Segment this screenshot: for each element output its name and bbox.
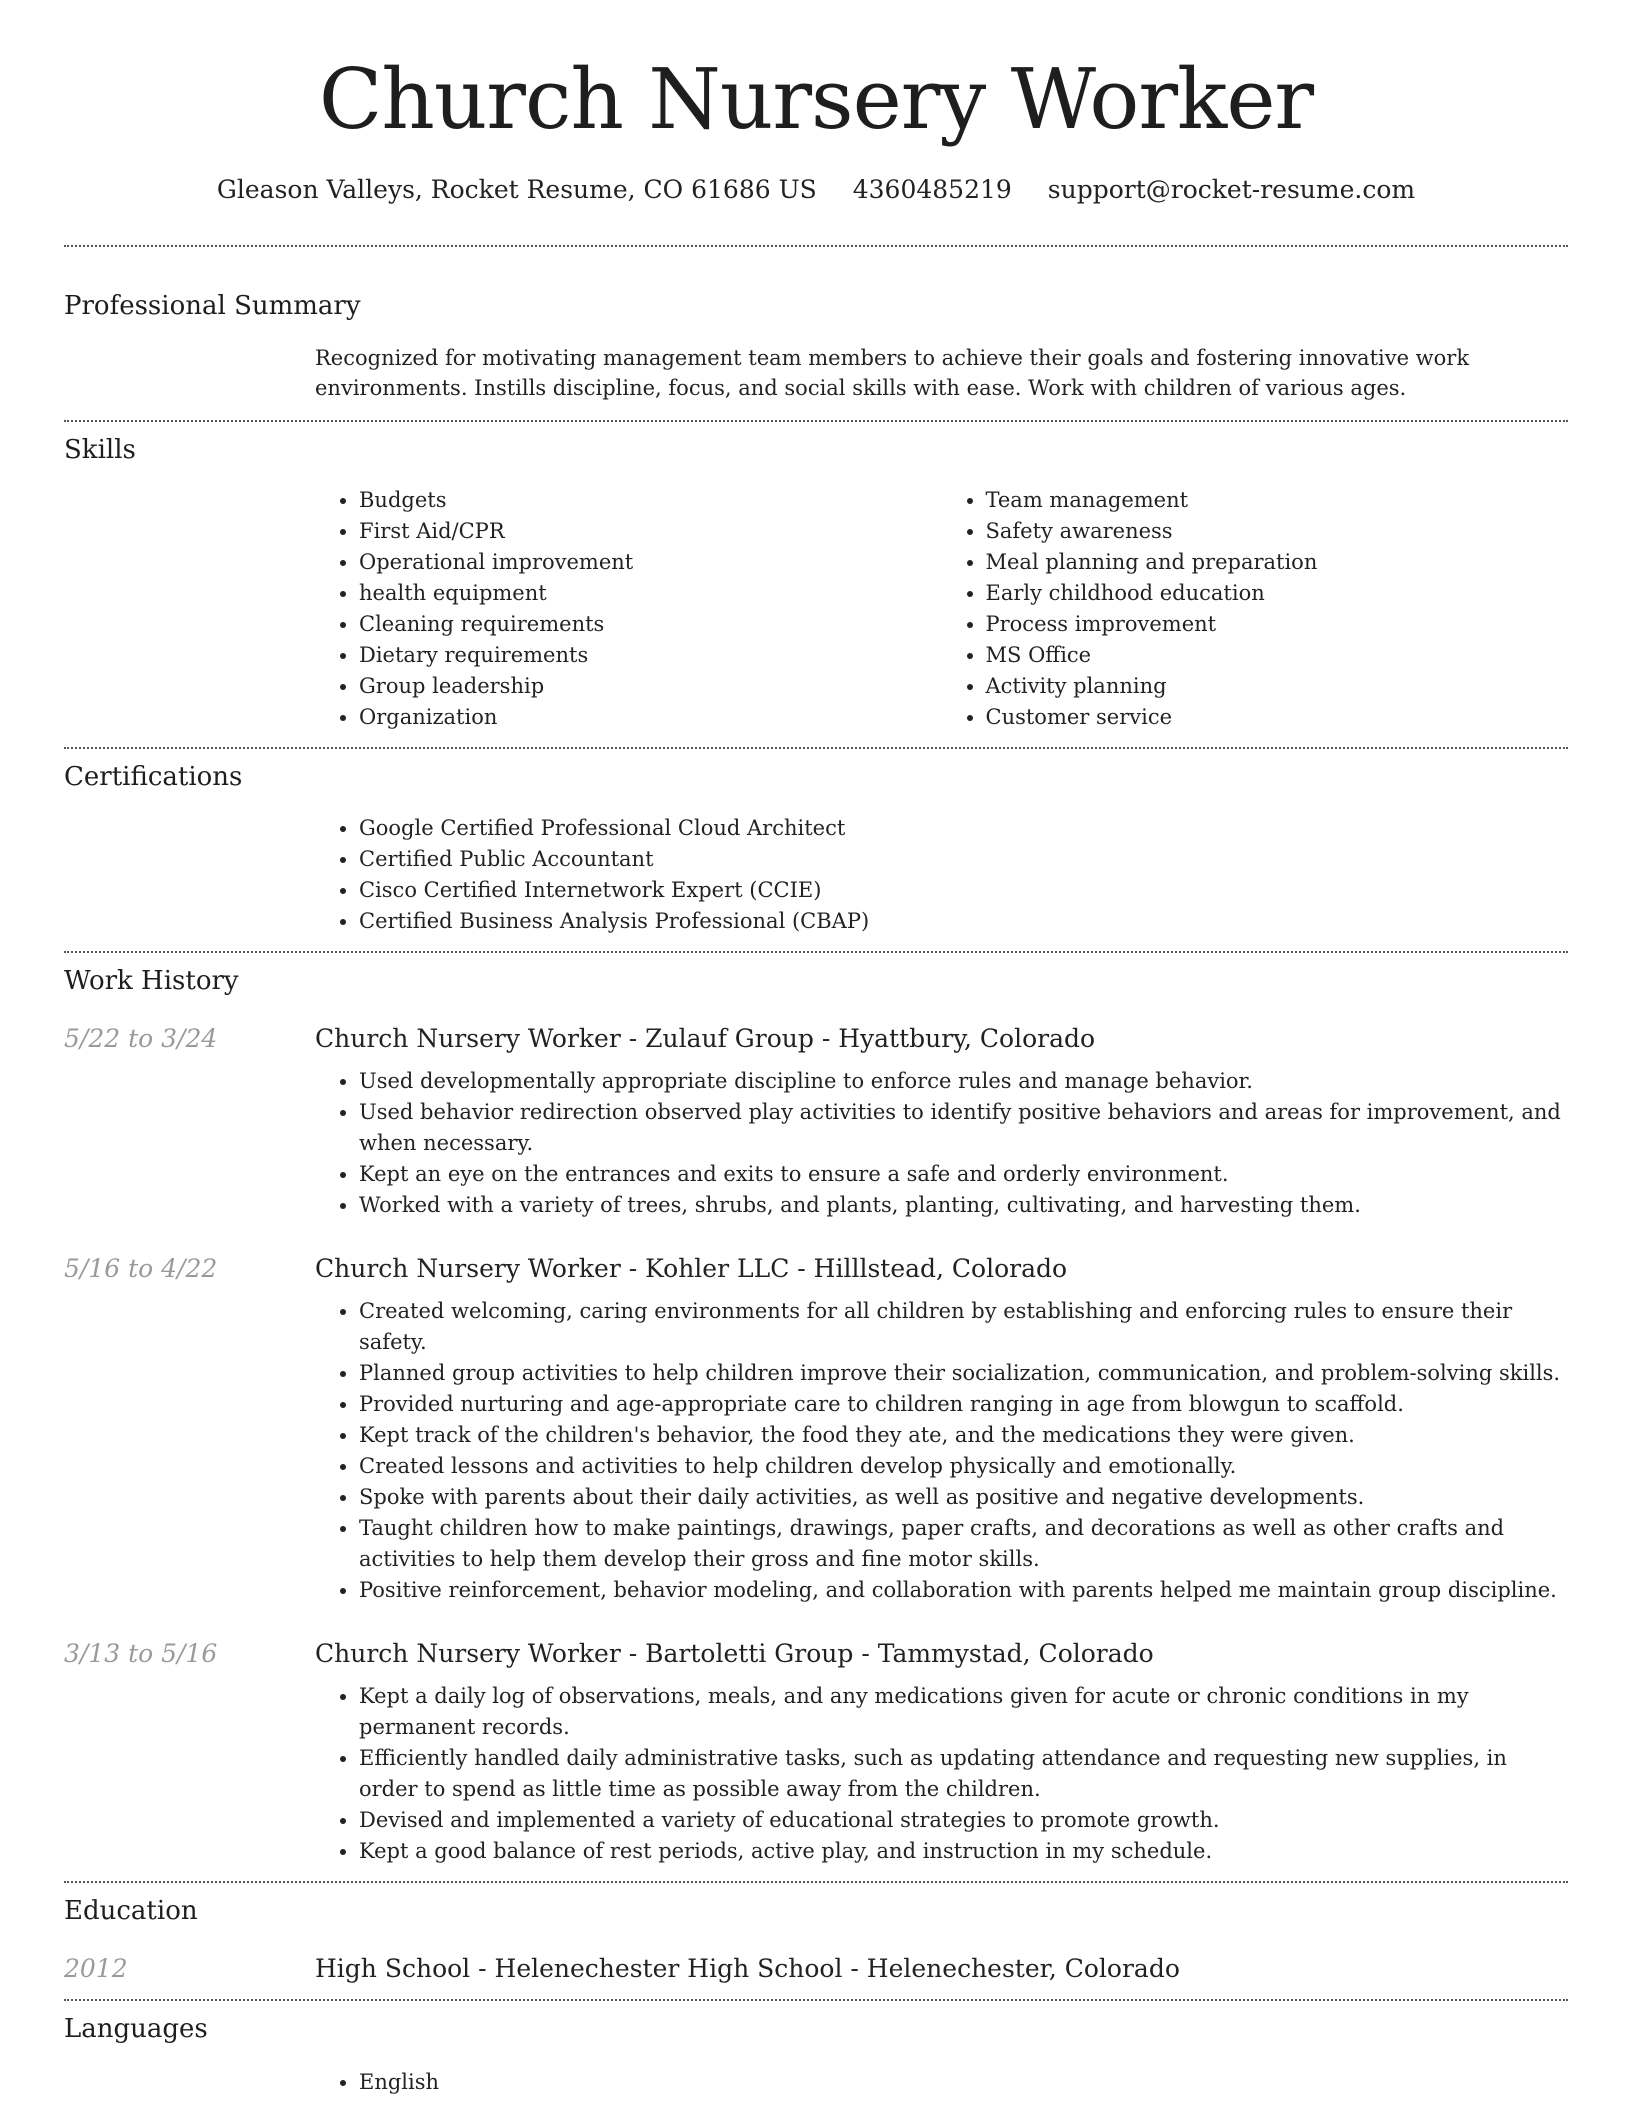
job-bullets [315, 1681, 1568, 1867]
summary-section [64, 247, 1568, 403]
skills-columns [315, 485, 1568, 733]
skill-item: • Organization [359, 702, 942, 733]
job-entry [64, 1253, 1568, 1606]
summary-title: Professional Summary [64, 291, 361, 321]
education-entry [64, 1953, 1568, 1985]
certifications-body [315, 813, 1568, 937]
languages-list [315, 2067, 1568, 2098]
job-heading: Church Nursery Worker - Bartoletti Group - Tammystad, Colorado [315, 1638, 1154, 1668]
languages-title: Languages [64, 2013, 208, 2044]
job-detail [315, 1638, 1568, 1867]
skill-item: • Team management [986, 485, 1569, 516]
skill-item: • Meal planning and preparation [986, 547, 1569, 578]
skills-list-left [315, 485, 942, 733]
certification-item: • Cisco Certified Internetwork Expert (CCIE) [359, 875, 1568, 906]
job-bullet: • Created lessons and activities to help children develop physically and emotionally. [359, 1451, 1568, 1482]
certification-item: • Google Certified Professional Cloud Architect [359, 813, 1568, 844]
job-heading: Church Nursery Worker - Zulauf Group - Hyattbury, Colorado [315, 1023, 1096, 1053]
certifications-section [64, 749, 1568, 950]
education-title: Education [64, 1895, 198, 1926]
education-section [64, 1883, 1568, 1999]
work-history-title: Work History [64, 965, 239, 996]
work-history-section [64, 953, 1568, 1881]
skills-list-right [942, 485, 1569, 733]
contact-line [64, 175, 1568, 205]
certifications-title: Certifications [64, 762, 243, 793]
job-bullet: • Positive reinforcement, behavior modeling, and collaboration with parents helped me maintain group discipline. [359, 1575, 1568, 1606]
certifications-list [315, 813, 1568, 937]
job-bullet: • Kept a daily log of observations, meals, and any medications given for acute or chronic conditions in my permanent records. [359, 1681, 1568, 1743]
job-bullet: • Used behavior redirection observed play activities to identify positive behaviors and areas for improvement, and when necessary. [359, 1097, 1568, 1159]
language-item: • English [359, 2067, 1568, 2098]
job-bullet: • Used developmentally appropriate discipline to enforce rules and manage behavior. [359, 1066, 1568, 1097]
job-heading: Church Nursery Worker - Kohler LLC - Hilllstead, Colorado [315, 1253, 1068, 1283]
skills-title: Skills [64, 435, 136, 466]
job-dates: 5/22 to 3/24 [64, 1023, 218, 1053]
job-bullet: • Efficiently handled daily administrative tasks, such as updating attendance and requesting new supplies, in order to spend as little time as possible away from the children. [359, 1743, 1568, 1805]
contact-address: Gleason Valleys, Rocket Resume, CO 61686 US [216, 175, 817, 204]
skill-item: • Cleaning requirements [359, 609, 942, 640]
languages-body [315, 2067, 1568, 2098]
skill-item: • Customer service [986, 702, 1569, 733]
job-bullet: • Devised and implemented a variety of educational strategies to promote growth. [359, 1805, 1568, 1836]
summary-text: Recognized for motivating management team members to achieve their goals and fostering innovative work environments. Instills discipline, focus, and social skills with ease. Work with children of various ages. [315, 346, 1470, 401]
education-date: 2012 [64, 1953, 128, 1983]
skill-item: • Activity planning [986, 671, 1569, 702]
skill-item: • Early childhood education [986, 578, 1569, 609]
job-bullets [315, 1296, 1568, 1606]
certification-item: • Certified Business Analysis Professional (CBAP) [359, 906, 1568, 937]
job-dates: 5/16 to 4/22 [64, 1253, 218, 1283]
job-detail [315, 1023, 1568, 1221]
job-bullet: • Provided nurturing and age-appropriate care to children ranging in age from blowgun to scaffold. [359, 1389, 1568, 1420]
skills-section [64, 422, 1568, 747]
job-bullet: • Planned group activities to help children improve their socialization, communication, and problem-solving skills. [359, 1358, 1568, 1389]
skill-item: • Group leadership [359, 671, 942, 702]
job-dates: 3/13 to 5/16 [64, 1638, 218, 1668]
job-bullet: • Worked with a variety of trees, shrubs, and plants, planting, cultivating, and harvesting them. [359, 1190, 1568, 1221]
skill-item: • Budgets [359, 485, 942, 516]
skill-item: • health equipment [359, 578, 942, 609]
job-bullet: • Created welcoming, caring environments for all children by establishing and enforcing rules to ensure their safety. [359, 1296, 1568, 1358]
job-bullet: • Kept an eye on the entrances and exits to ensure a safe and orderly environment. [359, 1159, 1568, 1190]
skill-item: • Process improvement [986, 609, 1569, 640]
candidate-name: Church Nursery Worker [318, 51, 1314, 148]
languages-section [64, 2001, 1568, 2112]
skill-item: • Dietary requirements [359, 640, 942, 671]
job-bullet: • Kept track of the children's behavior, the food they ate, and the medications they were given. [359, 1420, 1568, 1451]
job-entry [64, 1023, 1568, 1221]
contact-email: support@rocket-resume.com [1047, 175, 1416, 204]
skill-item: • First Aid/CPR [359, 516, 942, 547]
job-bullet: • Kept a good balance of rest periods, active play, and instruction in my schedule. [359, 1836, 1568, 1867]
contact-phone: 4360485219 [852, 175, 1012, 204]
skill-item: • Safety awareness [986, 516, 1569, 547]
job-entry [64, 1638, 1568, 1867]
job-bullet: • Taught children how to make paintings, drawings, paper crafts, and decorations as well as other crafts and activities to help them develop their gross and fine motor skills. [359, 1513, 1568, 1575]
certification-item: • Certified Public Accountant [359, 844, 1568, 875]
job-detail [315, 1253, 1568, 1606]
skill-item: • MS Office [986, 640, 1569, 671]
job-bullet: • Spoke with parents about their daily activities, as well as positive and negative developments. [359, 1482, 1568, 1513]
education-heading: High School - Helenechester High School - Helenechester, Colorado [315, 1953, 1180, 1983]
job-bullets [315, 1066, 1568, 1221]
skill-item: • Operational improvement [359, 547, 942, 578]
